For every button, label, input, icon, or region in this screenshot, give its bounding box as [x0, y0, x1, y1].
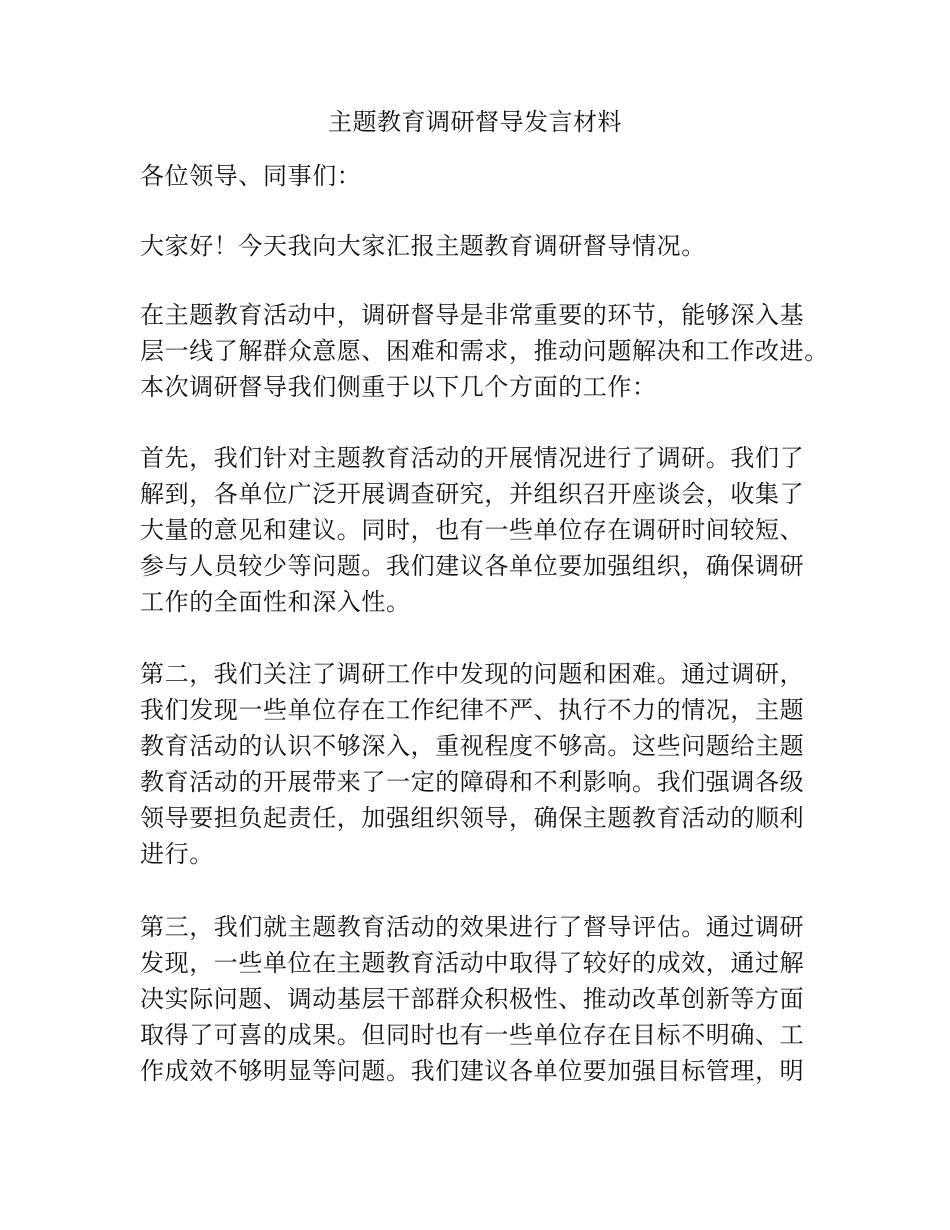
- paragraph-line: 进行。: [140, 840, 214, 868]
- paragraph-line: 解到，各单位广泛开展调查研究，并组织召开座谈会，收集了: [140, 480, 805, 508]
- paragraph-line: 我们发现一些单位存在工作纪律不严、执行不力的情况，主题: [140, 696, 805, 724]
- paragraph-line: 第三，我们就主题教育活动的效果进行了督导评估。通过调研: [140, 913, 805, 941]
- paragraph-line: 教育活动的开展带来了一定的障碍和不利影响。我们强调各级: [140, 768, 805, 796]
- paragraph-line: 参与人员较少等问题。我们建议各单位要加强组织，确保调研: [140, 552, 805, 580]
- paragraph-line: 本次调研督导我们侧重于以下几个方面的工作：: [140, 373, 657, 401]
- paragraph-line: 作成效不够明显等问题。我们建议各单位要加强目标管理，明: [140, 1057, 805, 1085]
- paragraph-line: 第二，我们关注了调研工作中发现的问题和困难。通过调研，: [140, 660, 805, 688]
- paragraph-line: 领导要担负起责任，加强组织领导，确保主题教育活动的顺利: [140, 804, 805, 832]
- paragraph-line: 教育活动的认识不够深入，重视程度不够高。这些问题给主题: [140, 732, 805, 760]
- salutation-line: 各位领导、同事们：: [140, 162, 362, 190]
- paragraph-line: 在主题教育活动中，调研督导是非常重要的环节，能够深入基: [140, 301, 805, 329]
- paragraph-line: 首先，我们针对主题教育活动的开展情况进行了调研。我们了: [140, 444, 805, 472]
- paragraph-line: 大量的意见和建议。同时，也有一些单位存在调研时间较短、: [140, 516, 805, 544]
- paragraph-line: 工作的全面性和深入性。: [140, 588, 411, 616]
- paragraph-line: 取得了可喜的成果。但同时也有一些单位存在目标不明确、工: [140, 1021, 805, 1049]
- paragraph-line: 层一线了解群众意愿、困难和需求，推动问题解决和工作改进。: [140, 337, 829, 365]
- greeting-line: 大家好！今天我向大家汇报主题教育调研督导情况。: [140, 232, 706, 260]
- document-title: 主题教育调研督导发言材料: [328, 108, 622, 136]
- paragraph-line: 决实际问题、调动基层干部群众积极性、推动改革创新等方面: [140, 985, 805, 1013]
- paragraph-line: 发现，一些单位在主题教育活动中取得了较好的成效，通过解: [140, 949, 805, 977]
